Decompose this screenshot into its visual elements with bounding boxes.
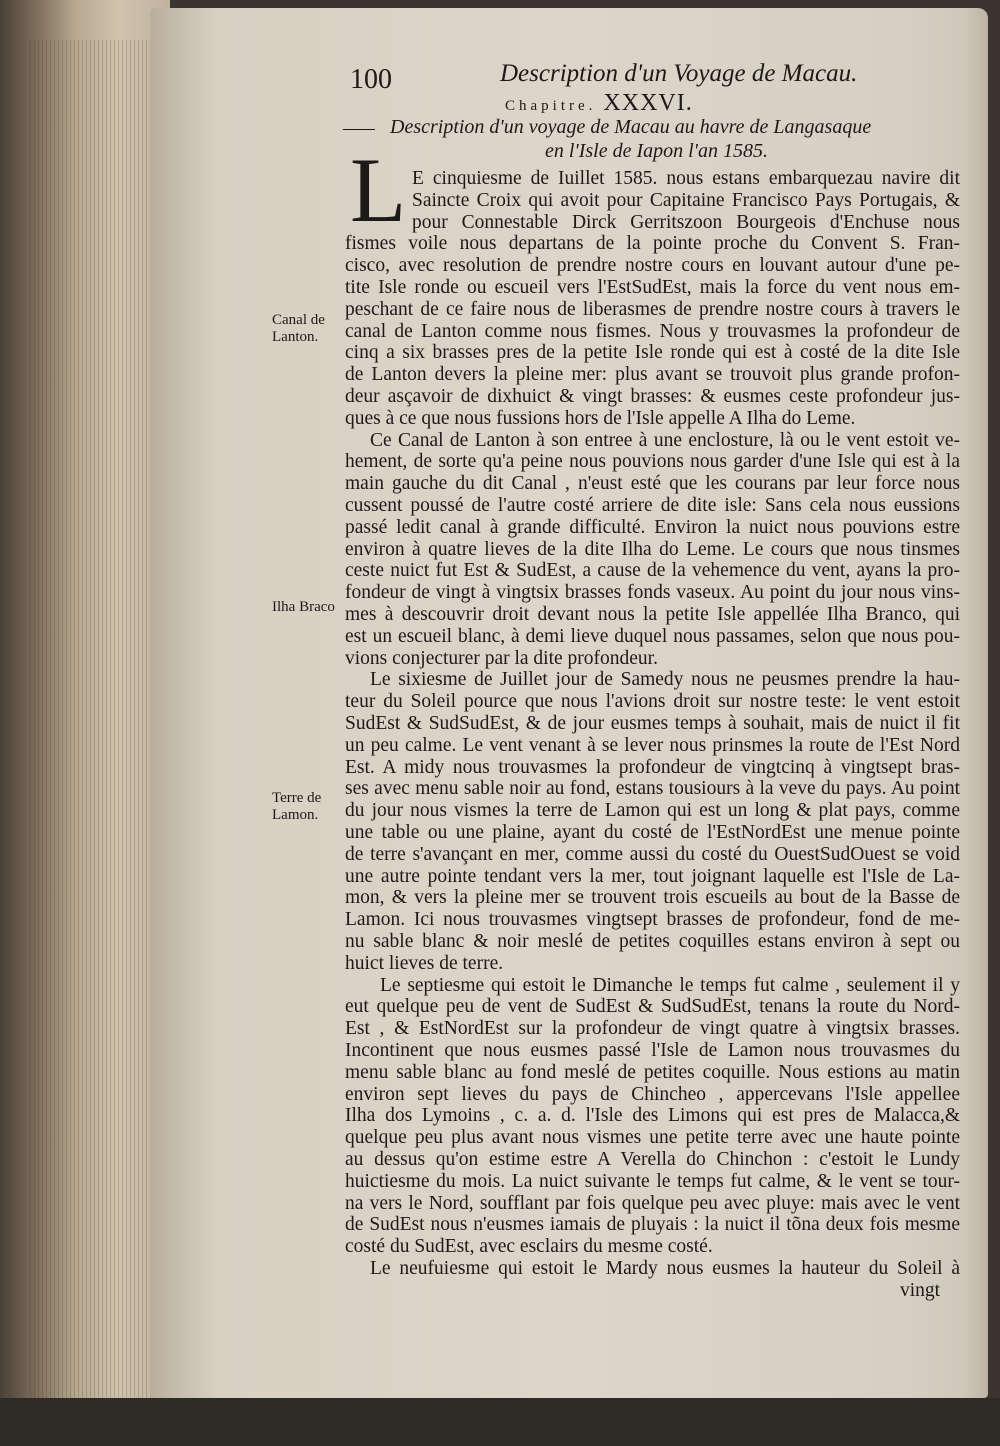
margin-note: Lanton. xyxy=(272,329,319,345)
text-line: une table ou une plaine, ayant du costé de l'EstNordEst une menue pointe xyxy=(345,822,960,843)
text-line: tite Isle ronde ou escueil vers l'EstSudEst, mais la force du vent nous em- xyxy=(345,277,960,298)
dash-ornament: ⸺ xyxy=(342,118,376,140)
text-line: Le sixiesme de Juillet jour de Samedy nous ne peusmes prendre la hau- xyxy=(370,669,960,691)
text-line: vions conjecturer par la dite profondeur. xyxy=(345,647,658,669)
text-line: Est , & EstNordEst sur la profondeur de vingt quatre à vingtsix brasses. xyxy=(345,1018,960,1040)
page-number: 100 xyxy=(350,64,392,95)
text-line: vingt xyxy=(900,1279,941,1301)
text-line: au dessus qu'on estime estre A Verella do Chinchon : c'estoit le Lundy xyxy=(345,1149,960,1170)
text-line: pour Connestable Dirck Gerritszoon Bourgeois d'Enchuse nous xyxy=(412,211,960,233)
text-line: cinq a six brasses pres de la petite Isle ronde qui est à costé de la dite Isle xyxy=(345,342,960,364)
chapter-word: Chapitre. xyxy=(505,98,597,114)
text-line: ques à ce que nous fussions hors de l'Isle appelle A Ilha do Leme. xyxy=(345,407,856,429)
text-line: Le septiesme qui estoit le Dimanche le temps fut calme , seulement il y xyxy=(380,974,960,996)
text-line: Ilha dos Lymoins , c. a. d. l'Isle des Limons qui est pres de Malacca,& xyxy=(345,1105,960,1127)
margin-note: Terre de xyxy=(272,790,322,806)
text-line: huict lieves de terre. xyxy=(345,952,504,974)
text-line: E cinquiesme de Iuillet 1585. nous estans embarquezau navire dit xyxy=(412,168,960,189)
drop-cap: L xyxy=(350,139,407,241)
text-line: na vers le Nord, soufflant par fois quelque peu avec pluye: mais avec le vent xyxy=(345,1192,960,1214)
text-line: nu sable blanc & noir meslé de petites coquilles estans environ à sept ou xyxy=(345,931,960,952)
background-surface xyxy=(0,1398,1000,1446)
text-line: peschant de ce faire nous de liberasmes de prendre nostre cours à travers le xyxy=(345,298,960,320)
book-page-edges xyxy=(0,0,170,1446)
text-line: quelque peu plus avant nous vismes une petite terre avec une haute pointe xyxy=(345,1127,960,1149)
text-line: fondeur de vingt à vingtsix brasses fonds vaseux. Au point du jour nous vins- xyxy=(345,582,960,604)
text-line: est un escueil blanc, à demi lieve duquel nous passames, selon que nous pou- xyxy=(345,625,960,647)
text-line: eut quelque peu de vent de SudEst & SudSudEst, tenans la route du Nord- xyxy=(345,996,960,1018)
text-line: Le neufuiesme qui estoit le Mardy nous eusmes la hauteur du Soleil à xyxy=(370,1258,960,1279)
text-line: de SudEst nous n'eusmes iamais de pluyais : la nuict il tõna deux fois mesme xyxy=(345,1214,960,1236)
page-edge-texture xyxy=(30,40,160,1400)
text-line: hement, de sorte qu'a peine nous pouvions nous garder d'une Isle qui est à la xyxy=(345,451,960,473)
margin-note: Canal de xyxy=(272,312,325,328)
text-line: environ à quatre lieves de la dite Ilha do Leme. Le cours que nous tinsmes xyxy=(345,538,960,560)
text-line: Est. A midy nous trouvasmes la profondeur de vingtcinq à vingtsept bras- xyxy=(345,756,960,778)
margin-note: Ilha Braco xyxy=(272,599,335,615)
text-line: un peu calme. Le vent venant à se lever nous prinsmes la route de l'Est Nord xyxy=(345,734,960,756)
margin-note: Lamon. xyxy=(272,807,319,823)
text-line: huictiesme du mois. La nuict suivante le temps fut calme, & le vent se tour- xyxy=(345,1170,960,1192)
text-line: du jour nous vismes la terre de Lamon qui est un long & plat pays, comme xyxy=(345,800,960,822)
running-title: Description d'un Voyage de Macau. xyxy=(500,60,858,87)
text-line: ceste nuict fut Est & SudEst, a cause de la vehemence du vent, ayans la pro- xyxy=(345,560,960,582)
text-line: Incontinent que nous eusmes passé l'Isle de Lamon nous trouvasmes du xyxy=(345,1040,960,1061)
text-line: costé du SudEst, avec esclairs du mesme costé. xyxy=(345,1236,713,1258)
text-line: ses avec menu sable noir au fond, estans tousiours à la veve du pays. Au point xyxy=(345,778,960,800)
text-line: fismes voile nous departans de la pointe proche du Convent S. Fran- xyxy=(345,233,960,255)
text-line: main gauche du dit Canal , n'eust esté que les courans par leur force nous xyxy=(345,473,960,495)
text-line: cisco, avec resolution de prendre nostre cours en louvant autour d'une pe- xyxy=(345,255,960,277)
text-line: de terre s'avançant en mer, comme aussi du costé du OuestSudOuest se void xyxy=(345,843,960,865)
text-line: mon, & vers la pleine mer se trouvent trois escueils au bout de la Basse de xyxy=(345,887,960,909)
text-line: Saincte Croix qui avoit pour Capitaine Francisco Pays Portugais, & xyxy=(412,189,960,211)
text-line: une autre pointe tendant vers la mer, tout joignant laquelle est l'Isle de La- xyxy=(345,865,960,887)
text-line: SudEst & SudSudEst, & de jour eusmes temps à souhait, mais de nuict il fit xyxy=(345,713,960,734)
text-line: environ sept lieves du pays de Chincheo , appercevans l'Isle appellee xyxy=(345,1083,960,1105)
chapter-subtitle-line-1: Description d'un voyage de Macau au havre de Langasaque xyxy=(390,116,872,138)
chapter-heading xyxy=(505,90,693,117)
text-line: mes à descouvrir droit devant nous la petite Isle appellée Ilha Branco, qui xyxy=(345,604,960,625)
text-line: passé ledit canal à grande difficulté. Environ la nuict nous pouvions estre xyxy=(345,516,960,538)
text-line: Ce Canal de Lanton à son entree à une enclosture, là ou le vent estoit ve- xyxy=(370,429,960,451)
chapter-subtitle-line-2: en l'Isle de Iapon l'an 1585. xyxy=(545,140,768,162)
text-line: Lamon. Ici nous trouvasmes vingtsept brasses de profondeur, fond de me- xyxy=(345,909,960,931)
text-line: deur asçavoir de dixhuict & vingt brasses: & eusmes ceste profondeur jus- xyxy=(345,386,960,407)
text-line: canal de Lanton comme nous fismes. Nous y trouvasmes la profondeur de xyxy=(345,320,960,342)
text-line: cussent poussé de l'autre costé arriere de dite isle: Sans cela nous eussions xyxy=(345,495,960,516)
text-line: teur du Soleil pource que nous l'avions droit sur nostre teste: le vent estoit xyxy=(345,691,960,713)
text-line: de Lanton devers la pleine mer: plus avant se trouvoit plus grande profon- xyxy=(345,364,960,386)
text-line: menu sable blanc au fond meslé de petites coquille. Nous estions au matin xyxy=(345,1061,960,1083)
chapter-number: XXXVI. xyxy=(603,90,693,116)
